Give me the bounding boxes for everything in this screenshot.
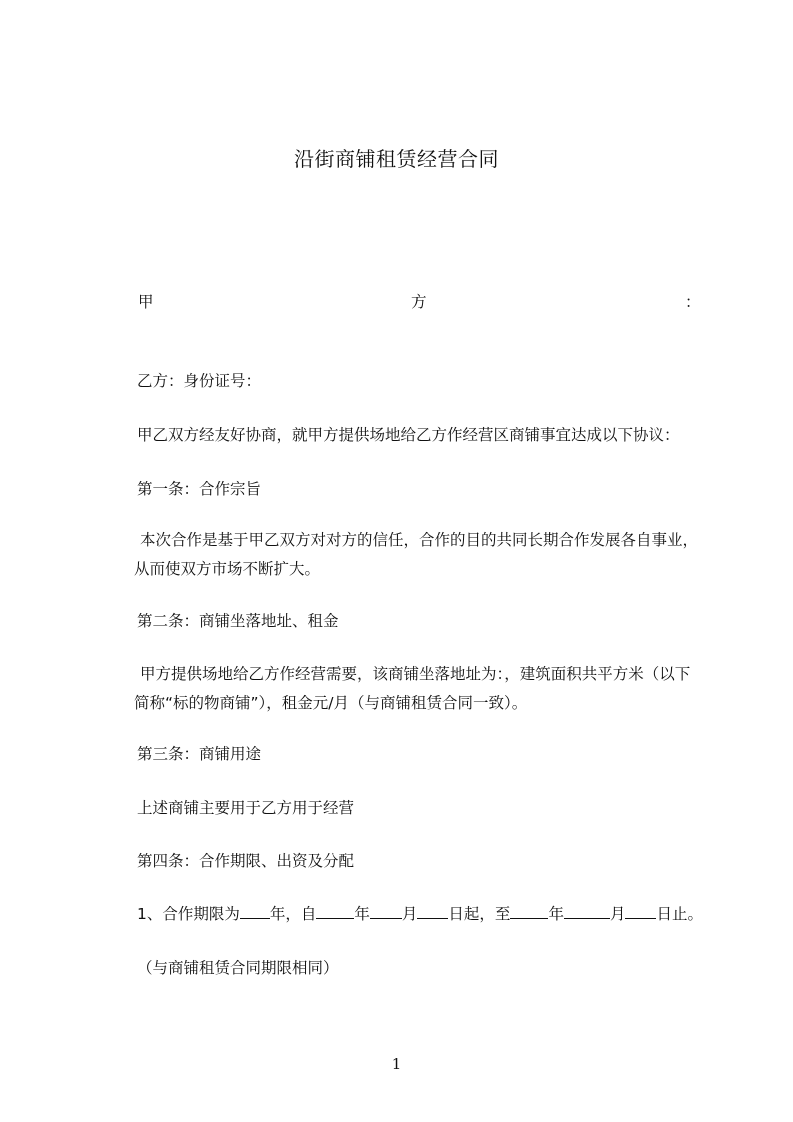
start-month-blank [370, 903, 402, 919]
article3-heading: 第三条：商铺用途 [137, 745, 262, 763]
term-text-4: 月 [401, 905, 418, 923]
party-a-label-char1: 甲 [138, 293, 154, 311]
article4-heading: 第四条：合作期限、出资及分配 [137, 852, 355, 870]
end-year-blank [510, 903, 548, 919]
term-text-2: 年，自 [269, 905, 317, 923]
term-text-5: 日起，至 [448, 905, 511, 923]
party-b-line: 乙方：身份证号： [137, 372, 262, 390]
page-number: 1 [391, 1055, 402, 1073]
article4-term-clause [137, 903, 703, 925]
term-text-1: 1、合作期限为 [137, 905, 240, 923]
party-a-colon: ： [685, 293, 701, 311]
start-year-blank [316, 903, 354, 919]
start-day-blank [417, 903, 448, 919]
article3-body: 上述商铺主要用于乙方用于经营 [137, 799, 355, 817]
article1-body-line1: 本次合作是基于甲乙双方对对方的信任，合作的目的共同长期合作发展各自事业， [140, 531, 699, 549]
end-day-blank [625, 903, 656, 919]
document-title: 沿街商铺租赁经营合同 [294, 147, 499, 171]
article1-body [134, 526, 709, 584]
end-month-blank [564, 903, 610, 919]
article2-body-line1: 甲方提供场地给乙方作经营需要，该商铺坐落地址为：，建筑面积共平方米（以下 [140, 665, 691, 683]
term-text-8: 日止。 [656, 905, 703, 923]
term-text-3: 年 [354, 905, 370, 923]
article2-body-line2: 简称“标的物商铺”），租金元/月（与商铺租赁合同一致）。 [134, 694, 528, 712]
term-years-blank [240, 903, 270, 919]
article1-body-line2: 从而使双方市场不断扩大。 [134, 560, 321, 578]
article1-heading: 第一条：合作宗旨 [137, 480, 262, 498]
intro-paragraph: 甲乙双方经友好协商，就甲方提供场地给乙方作经营区商铺事宜达成以下协议： [137, 426, 680, 444]
article2-heading: 第二条：商铺坐落地址、租金 [137, 612, 339, 630]
term-text-6: 年 [548, 905, 564, 923]
party-a-label-char2: 方 [411, 293, 427, 311]
party-a-line [138, 291, 701, 313]
article2-body [134, 660, 709, 718]
term-text-7: 月 [609, 905, 626, 923]
article4-note: （与商铺租赁合同期限相同） [137, 959, 339, 977]
